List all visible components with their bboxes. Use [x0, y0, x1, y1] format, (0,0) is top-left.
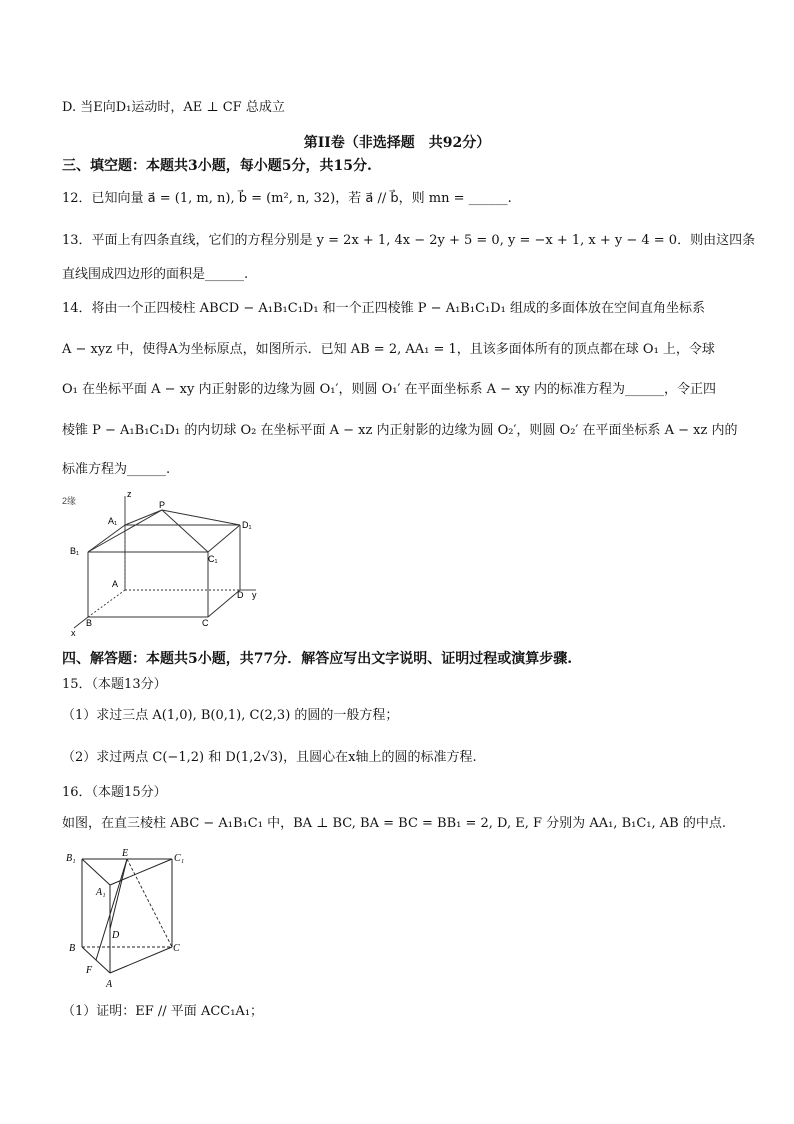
vertex-a1-label: A₁ — [96, 887, 106, 898]
axis-y-label: y — [252, 590, 257, 600]
vertex-p-label: P — [159, 500, 166, 510]
corner-label: 2缘 — [62, 496, 77, 506]
vertex-a1-label: A₁ — [108, 516, 118, 526]
question-14-line1: 14．将由一个正四棱柱 ABCD − A₁B₁C₁D₁ 和一个正四棱锥 P − A₁B₁C₁D₁ 组成的多面体放在空间直角坐标系 — [62, 301, 705, 316]
question-16-part1: （1）证明：EF // 平面 ACC₁A₁； — [62, 1004, 264, 1019]
question-13-line1: 13．平面上有四条直线，它们的方程分别是 y = 2x + 1, 4x − 2y + 5 = 0, y = −x + 1, x + y − 4 = 0．则由这四条 — [62, 233, 756, 248]
section-4-heading: 四、解答题：本题共5小题，共77分．解答应写出文字说明、证明过程或演算步骤. — [62, 651, 573, 667]
vertex-b1-label: B₁ — [70, 546, 80, 556]
vertex-c-label: C — [173, 943, 180, 954]
axis-x-label: x — [71, 628, 76, 638]
figure-triangular-prism — [62, 845, 202, 995]
section-3-heading: 三、填空题：本题共3小题，每小题5分，共15分. — [62, 158, 372, 174]
question-15-part1: （1）求过三点 A(1,0), B(0,1), C(2,3) 的圆的一般方程； — [62, 708, 399, 723]
vertex-c1-label: C₁ — [208, 554, 218, 564]
vertex-e-label: E — [122, 848, 129, 859]
part2-title: 第II卷（非选择题 共92分） — [303, 135, 491, 151]
vertex-d-label: D — [112, 930, 120, 941]
question-14-line3: O₁ 在坐标平面 A − xy 内正射影的边缘为圆 O₁′，则圆 O₁′ 在平面坐标系 A − xy 内的标准方程为______，令正四 — [62, 382, 717, 397]
question-15: 15．（本题13分） — [62, 677, 167, 692]
figure-prism-pyramid — [60, 490, 270, 640]
vertex-d1-label: D₁ — [242, 520, 252, 530]
vertex-a-label: A — [112, 579, 119, 589]
vertex-b-label: B — [69, 943, 76, 954]
vertex-c-label: C — [202, 618, 209, 628]
vertex-b-label: B — [86, 618, 93, 628]
vertex-a-label: A — [106, 979, 113, 990]
option-d: D. 当E向D₁运动时，AE ⊥ CF 总成立 — [62, 100, 285, 115]
question-16-text: 如图，在直三棱柱 ABC − A₁B₁C₁ 中，BA ⊥ BC, BA = BC = BB₁ = 2, D, E, F 分别为 AA₁, B₁C₁, AB 的中点. — [62, 816, 726, 831]
question-12: 12．已知向量 a⃗ = (1, m, n), b⃗ = (m², n, 32)，若 a⃗ // b⃗，则 mn = ______. — [62, 191, 512, 206]
question-14-line2: A − xyz 中，使得A为坐标原点，如图所示．已知 AB = 2, AA₁ = 1，且该多面体所有的顶点都在球 O₁ 上，令球 — [62, 342, 715, 357]
question-13-line2: 直线围成四边形的面积是______. — [62, 267, 249, 282]
vertex-d-label: D — [237, 590, 244, 600]
vertex-c1-label: C₁ — [174, 853, 185, 864]
question-14-line4: 棱锥 P − A₁B₁C₁D₁ 的内切球 O₂ 在坐标平面 A − xz 内正射影的边缘为圆 O₂′，则圆 O₂′ 在平面坐标系 A − xz 内的 — [62, 423, 738, 438]
question-14-line5: 标准方程为______. — [62, 462, 171, 477]
axis-z-label: z — [127, 490, 132, 499]
question-16: 16．（本题15分） — [62, 785, 167, 800]
question-15-part2: （2）求过两点 C(−1,2) 和 D(1,2√3)，且圆心在x轴上的圆的标准方程. — [62, 750, 477, 765]
vertex-b1-label: B₁ — [66, 853, 76, 864]
vertex-f-label: F — [86, 965, 93, 976]
